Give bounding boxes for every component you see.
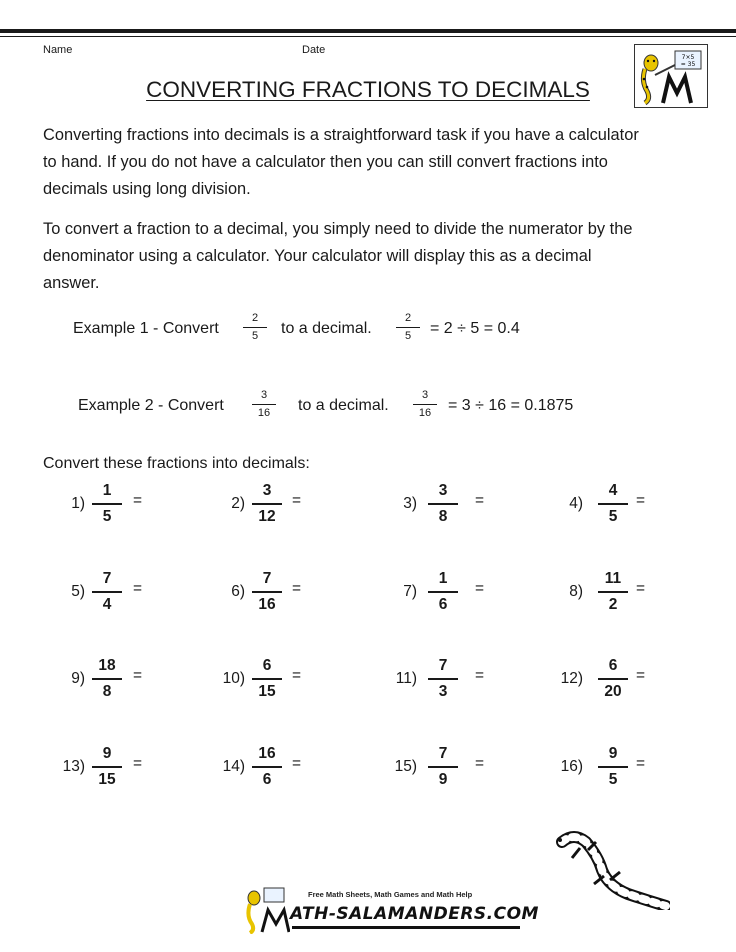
date-label: Date [302, 44, 326, 56]
question-number: 16) [560, 758, 583, 775]
fraction-numerator: 9 [608, 745, 618, 762]
svg-text:7×5: 7×5 [681, 54, 695, 61]
salamander-logo [634, 44, 708, 108]
fraction-denominator: 2 [608, 595, 618, 613]
question-number: 9) [71, 670, 85, 687]
example-1-label: Example 1 - Convert [73, 320, 219, 337]
fraction-numerator: 6 [262, 657, 272, 674]
question-number: 5) [71, 583, 85, 600]
question-fraction [596, 745, 630, 789]
fraction-denominator: 3 [438, 682, 448, 700]
salamander-illustration [550, 828, 670, 910]
question-number: 6) [231, 583, 245, 600]
fraction-denominator: 20 [604, 682, 622, 700]
fraction-bar [252, 678, 282, 680]
question-fraction [250, 745, 284, 789]
fraction-numerator: 7 [262, 570, 272, 587]
question-fraction [90, 657, 124, 701]
question-fraction [596, 657, 630, 701]
svg-text:= 35: = 35 [680, 61, 696, 68]
intro-line: Converting fractions into decimals is a straightforward task if you have a calculator [43, 126, 639, 144]
header-rule-thick [0, 29, 736, 33]
question-fraction [90, 570, 124, 614]
example-2-fraction: 3 16 [252, 389, 276, 420]
fraction-bar [252, 591, 282, 593]
intro-line: To convert a fraction to a decimal, you simply need to divide the numerator by the [43, 220, 633, 238]
page-title: CONVERTING FRACTIONS TO DECIMALS [146, 77, 590, 102]
fraction-bar [598, 766, 628, 768]
answer-equals: = [292, 580, 302, 597]
intro-line: answer. [43, 274, 100, 292]
fraction-bar [598, 591, 628, 593]
fraction-numerator: 9 [102, 745, 112, 762]
answer-equals: = [292, 667, 302, 684]
question-fraction [426, 657, 460, 701]
fraction-bar [92, 766, 122, 768]
fraction-bar [598, 503, 628, 505]
question-number: 8) [569, 583, 583, 600]
intro-paragraph-1 [43, 122, 703, 203]
footer-logo-icon [240, 884, 290, 934]
fraction-bar [252, 766, 282, 768]
fraction-denominator: 15 [98, 770, 116, 788]
question-fraction [596, 570, 630, 614]
answer-equals: = [292, 755, 302, 772]
fraction-denominator: 6 [438, 595, 448, 613]
fraction-denominator: 8 [102, 682, 112, 700]
fraction-numerator: 16 [258, 745, 276, 762]
example-2-fraction-repeat: 3 16 [413, 389, 437, 420]
question-fraction [250, 657, 284, 701]
question-fraction [426, 482, 460, 526]
answer-equals: = [475, 755, 485, 772]
answer-equals: = [133, 667, 143, 684]
question-fraction [90, 745, 124, 789]
answer-equals: = [636, 492, 646, 509]
example-1-mid: to a decimal. [281, 320, 372, 337]
answer-equals: = [636, 580, 646, 597]
fraction-numerator: 18 [98, 657, 116, 674]
name-label: Name [43, 44, 73, 56]
fraction-numerator: 7 [438, 657, 448, 674]
question-fraction [90, 482, 124, 526]
footer-brand: ATH-SALAMANDERS.COM [290, 904, 539, 924]
example-1-fraction: 2 5 [243, 312, 267, 343]
question-fraction [426, 570, 460, 614]
fraction-numerator: 7 [438, 745, 448, 762]
fraction-numerator: 3 [438, 482, 448, 499]
question-number: 4) [569, 495, 583, 512]
fraction-bar [428, 503, 458, 505]
header-rule-thin [0, 36, 736, 37]
fraction-bar [428, 766, 458, 768]
fraction-bar [252, 503, 282, 505]
question-fraction [426, 745, 460, 789]
fraction-denominator: 6 [262, 770, 272, 788]
fraction-bar [598, 678, 628, 680]
fraction-denominator: 5 [608, 507, 618, 525]
question-number: 12) [560, 670, 583, 687]
example-2-mid: to a decimal. [298, 397, 389, 414]
fraction-numerator: 3 [262, 482, 272, 499]
answer-equals: = [292, 492, 302, 509]
question-fraction [596, 482, 630, 526]
fraction-numerator: 1 [102, 482, 112, 499]
answer-equals: = [475, 667, 485, 684]
answer-equals: = [133, 492, 143, 509]
question-fraction [250, 482, 284, 526]
example-2-label: Example 2 - Convert [78, 397, 224, 414]
fraction-numerator: 11 [604, 570, 622, 587]
intro-line: to hand. If you do not have a calculator then you can still convert fractions into [43, 153, 608, 171]
fraction-denominator: 16 [258, 595, 276, 613]
example-2-result: = 3 ÷ 16 = 0.1875 [448, 397, 574, 414]
question-number: 2) [231, 495, 245, 512]
fraction-bar [92, 503, 122, 505]
intro-paragraph-2 [43, 216, 703, 297]
instruction-text: Convert these fractions into decimals: [43, 455, 310, 472]
fraction-bar [92, 591, 122, 593]
fraction-numerator: 1 [438, 570, 448, 587]
answer-equals: = [636, 667, 646, 684]
intro-line: denominator using a calculator. Your calculator will display this as a decimal [43, 247, 592, 265]
fraction-denominator: 5 [102, 507, 112, 525]
fraction-denominator: 9 [438, 770, 448, 788]
answer-equals: = [475, 580, 485, 597]
question-number: 15) [394, 758, 417, 775]
question-fraction [250, 570, 284, 614]
intro-line: decimals using long division. [43, 180, 251, 198]
fraction-bar [428, 678, 458, 680]
fraction-denominator: 15 [258, 682, 276, 700]
question-number: 10) [222, 670, 245, 687]
fraction-bar [92, 678, 122, 680]
answer-equals: = [133, 580, 143, 597]
question-number: 7) [403, 583, 417, 600]
answer-equals: = [475, 492, 485, 509]
fraction-denominator: 12 [258, 507, 276, 525]
fraction-numerator: 7 [102, 570, 112, 587]
answer-equals: = [636, 755, 646, 772]
footer-underline [292, 926, 520, 929]
question-number: 3) [403, 495, 417, 512]
fraction-numerator: 6 [608, 657, 618, 674]
fraction-denominator: 4 [102, 595, 112, 613]
question-number: 11) [395, 670, 417, 687]
fraction-denominator: 8 [438, 507, 448, 525]
answer-equals: = [133, 755, 143, 772]
fraction-bar [428, 591, 458, 593]
question-number: 13) [62, 758, 85, 775]
question-number: 14) [222, 758, 245, 775]
fraction-numerator: 4 [608, 482, 618, 499]
fraction-denominator: 5 [608, 770, 618, 788]
question-number: 1) [71, 495, 85, 512]
example-1-fraction-repeat: 2 5 [396, 312, 420, 343]
footer-tagline: Free Math Sheets, Math Games and Math Help [308, 890, 473, 899]
example-1-result: = 2 ÷ 5 = 0.4 [430, 320, 520, 337]
